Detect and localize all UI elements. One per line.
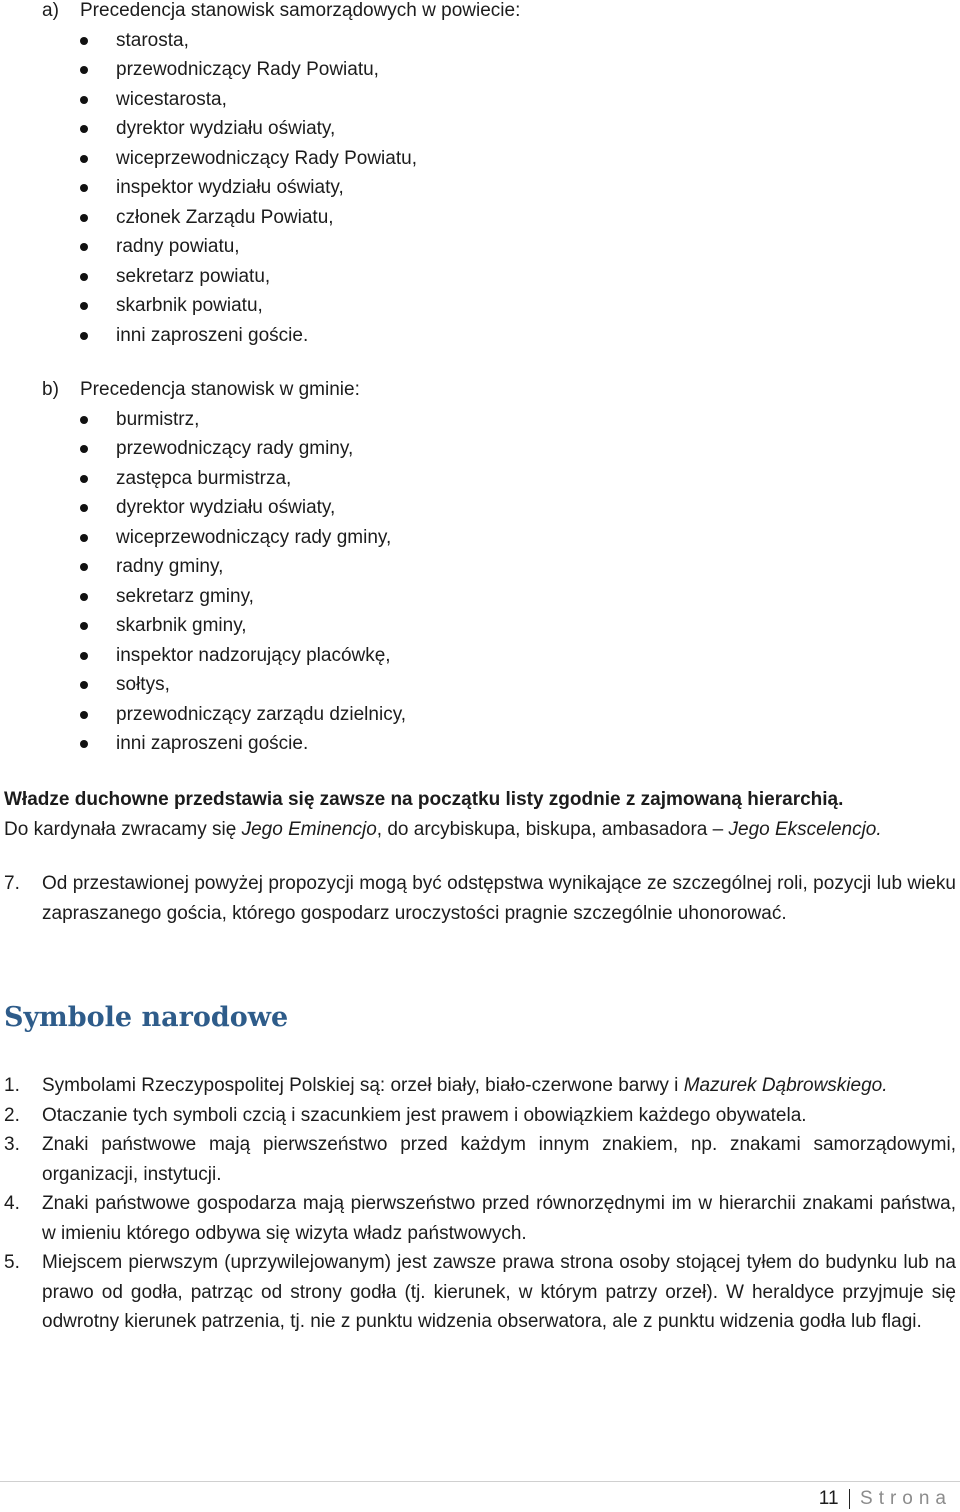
- list-item: sekretarz powiatu,: [0, 262, 942, 292]
- clergy-italic-2: Jego Ekscelencjo.: [728, 818, 882, 840]
- list-item: skarbnik gminy,: [0, 611, 942, 641]
- list-item: dyrektor wydziału oświaty,: [0, 493, 942, 523]
- page-footer: [819, 1488, 952, 1510]
- list-item: inni zaproszeni goście.: [0, 729, 942, 759]
- item-text: Otaczanie tych symboli czcią i szacunkiem jest prawem i obowiązkiem każdego obywatela.: [42, 1104, 807, 1126]
- item-number: 4.: [4, 1193, 20, 1214]
- symbols-list: [4, 1071, 956, 1337]
- list-item: wiceprzewodniczący Rady Powiatu,: [0, 144, 942, 174]
- list-item: wicestarosta,: [0, 85, 942, 115]
- clergy-note: [4, 785, 956, 844]
- item-number: 3.: [4, 1134, 20, 1155]
- clergy-bold-text: Władze duchowne przedstawia się zawsze na początku listy zgodnie z zajmowaną hierarchią.: [4, 789, 844, 810]
- section-a-marker: a): [42, 0, 59, 21]
- list-item: dyrektor wydziału oświaty,: [0, 114, 942, 144]
- item-number: 5.: [4, 1252, 20, 1273]
- list-item: burmistrz,: [0, 405, 942, 435]
- section-heading: Symbole narodowe: [4, 1002, 289, 1033]
- page-label: Strona: [860, 1488, 952, 1509]
- list-item: wiceprzewodniczący rady gminy,: [0, 523, 942, 553]
- list-item: inni zaproszeni goście.: [0, 321, 942, 351]
- item-text: Znaki państwowe mają pierwszeństwo przed każdym innym znakiem, np. znakami samorządowymi, organizacji, instytucji.: [42, 1134, 956, 1185]
- item-text-plain: Symbolami Rzeczypospolitej Polskiej są: orzeł biały, biało-czerwone barwy i: [42, 1075, 684, 1096]
- item-text: [42, 1071, 956, 1101]
- section-a-list: [0, 26, 942, 351]
- clergy-italic-1: Jego Eminencjo: [241, 818, 377, 840]
- item-text-italic: Mazurek Dąbrowskiego.: [683, 1075, 888, 1096]
- list-item: przewodniczący zarządu dzielnicy,: [0, 700, 942, 730]
- footer-separator: [849, 1489, 851, 1509]
- list-item: radny gminy,: [0, 552, 942, 582]
- section-a-heading: [42, 0, 942, 26]
- clergy-text-1: Do kardynała zwracamy się: [4, 818, 242, 840]
- list-item: inspektor nadzorujący placówkę,: [0, 641, 942, 671]
- list-item: starosta,: [0, 26, 942, 56]
- page-number: 11: [818, 1488, 839, 1509]
- symbols-item-3: [4, 1130, 956, 1189]
- footer-divider: [0, 1481, 960, 1482]
- item-text: Znaki państwowe gospodarza mają pierwszeństwo przed równorzędnymi im w hierarchii znakami państwa, w imieniu którego odbywa się wizyta władz państwowych.: [42, 1193, 956, 1244]
- section-b-heading: [42, 375, 942, 405]
- list-item: członek Zarządu Powiatu,: [0, 203, 942, 233]
- list-item: sołtys,: [0, 670, 942, 700]
- list-item: przewodniczący rady gminy,: [0, 434, 942, 464]
- item-number: 1.: [4, 1075, 20, 1096]
- point-7: [4, 869, 956, 928]
- section-a-title: Precedencja stanowisk samorządowych w powiecie:: [80, 0, 521, 21]
- symbols-item-5: [4, 1248, 956, 1337]
- symbols-item-4: [4, 1189, 956, 1248]
- list-item: inspektor wydziału oświaty,: [0, 173, 942, 203]
- item-number: 2.: [4, 1104, 20, 1126]
- symbols-item-1: [4, 1071, 956, 1101]
- list-item: sekretarz gminy,: [0, 582, 942, 612]
- symbols-item-2: [4, 1101, 956, 1131]
- list-item: przewodniczący Rady Powiatu,: [0, 55, 942, 85]
- point-7-text: Od przestawionej powyżej propozycji mogą być odstępstwa wynikające ze szczególnej roli, pozycji lub wieku zapraszanego gościa, którego gospodarz uroczystości pragnie szczególnie uhonorować.: [42, 873, 956, 924]
- list-item: skarbnik powiatu,: [0, 291, 942, 321]
- section-b-title: Precedencja stanowisk w gminie:: [80, 379, 360, 400]
- list-item: zastępca burmistrza,: [0, 464, 942, 494]
- clergy-address-text: [4, 815, 956, 845]
- section-b-marker: b): [42, 379, 59, 400]
- section-b: [42, 375, 942, 759]
- section-b-list: [0, 405, 942, 759]
- item-text: Miejscem pierwszym (uprzywilejowanym) jest zawsze prawa strona osoby stojącej tyłem do budynku lub na prawo od godła, patrząc od strony godła (tj. kierunek, w którym patrzy orzeł). W heraldyce przyjmuje się odwrotny kierunek patrzenia, tj. nie z punktu widzenia obserwatora, ale z punktu widzenia godła lub flagi.: [42, 1252, 956, 1332]
- list-item: radny powiatu,: [0, 232, 942, 262]
- point-7-number: 7.: [4, 873, 20, 894]
- clergy-text-2: , do arcybiskupa, biskupa, ambasadora –: [376, 818, 729, 840]
- section-a: [42, 0, 942, 350]
